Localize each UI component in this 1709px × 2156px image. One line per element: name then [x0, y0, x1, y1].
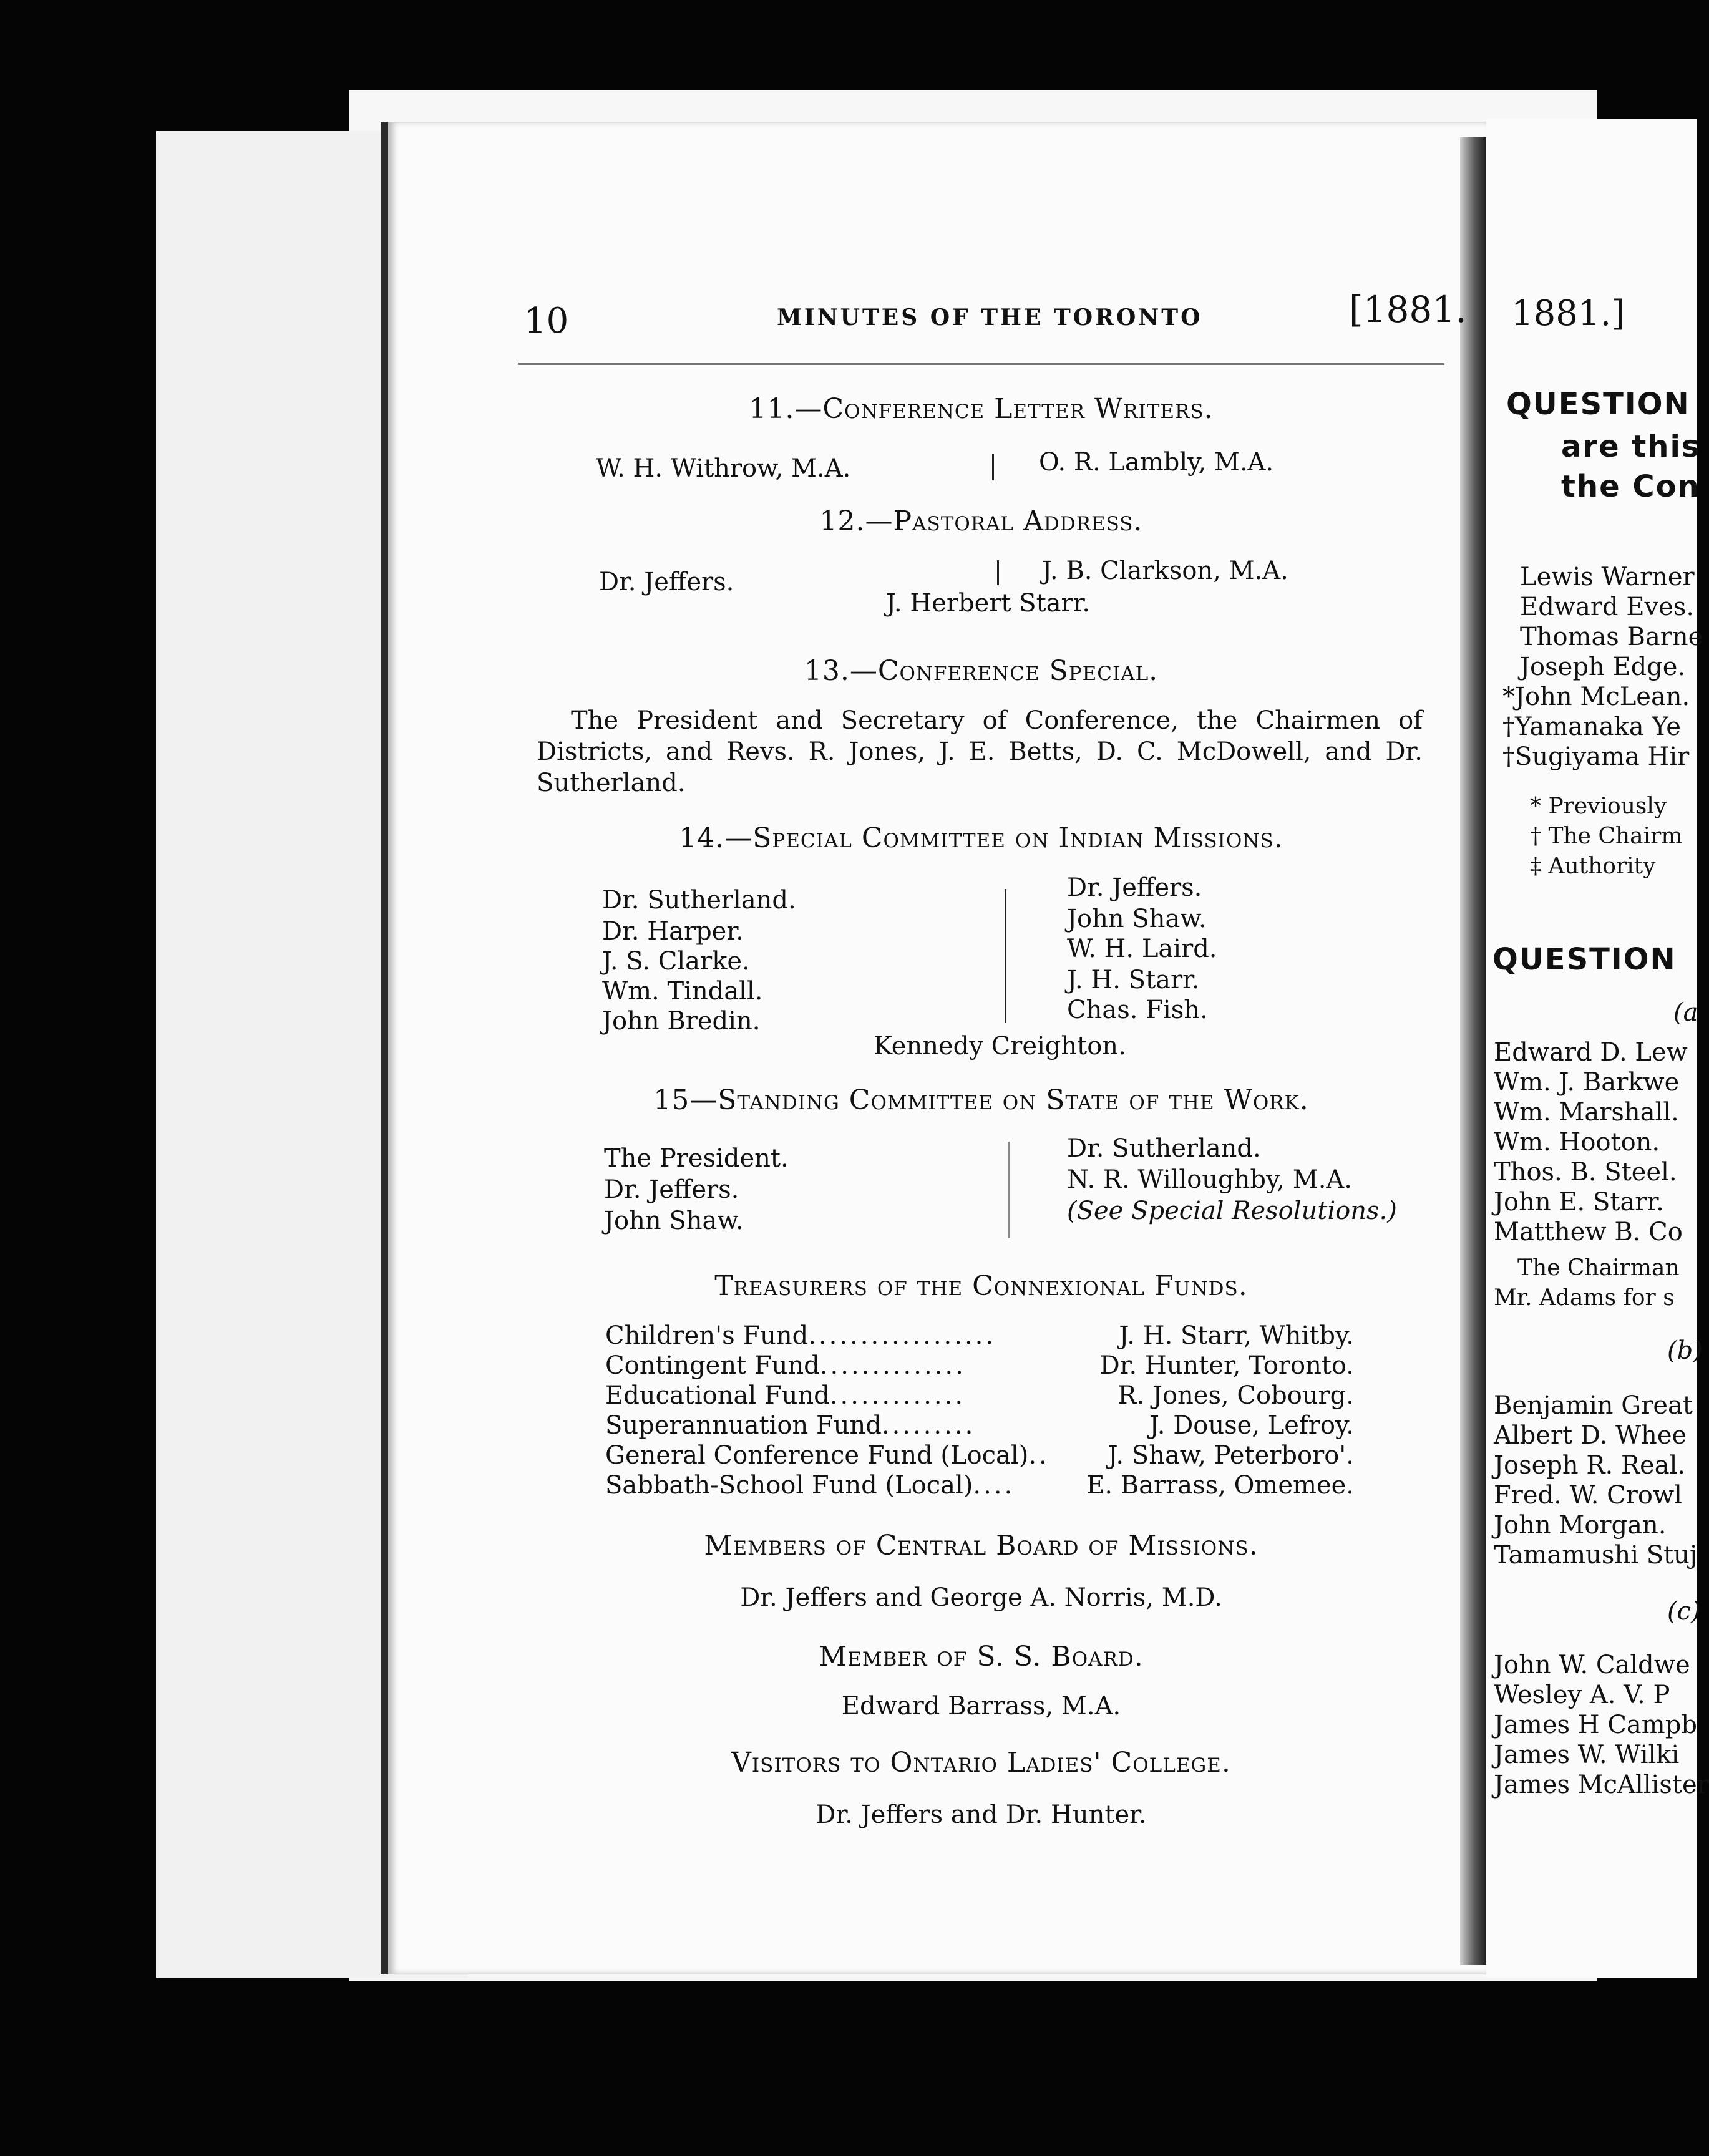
- s12-right-name: J. B. Clarkson, M.A.: [1042, 556, 1288, 585]
- s14-right-3: W. H. Laird.: [1067, 935, 1217, 963]
- fund-name: Sabbath-School Fund (Local): [605, 1471, 973, 1500]
- right-question-heading-1: QUESTION: [1506, 387, 1690, 422]
- right-name: Matthew B. Co: [1494, 1218, 1683, 1246]
- right-name: James W. Wilki: [1494, 1741, 1680, 1769]
- right-name: Thomas Barne: [1520, 623, 1703, 651]
- right-name: James McAllister: [1494, 1770, 1709, 1799]
- right-name: †Sugiyama Hir: [1502, 742, 1690, 771]
- s14-center-name: Kennedy Creighton.: [874, 1032, 1126, 1061]
- s14-right-2: John Shaw.: [1067, 905, 1207, 933]
- fund-leader-dots: ..............: [819, 1351, 966, 1380]
- fund-leader-dots: ....: [973, 1471, 1015, 1500]
- s14-left-5: John Bredin.: [602, 1007, 761, 1036]
- fund-treasurer: J. H. Starr, Whitby.: [1119, 1321, 1354, 1350]
- right-note: The Chairman: [1517, 1255, 1680, 1281]
- right-name: †Yamanaka Ye: [1502, 712, 1681, 741]
- right-name: Thos. B. Steel.: [1494, 1158, 1677, 1187]
- fund-leader-dots: .........: [881, 1411, 976, 1440]
- s14-left-1: Dr. Sutherland.: [602, 886, 796, 915]
- right-page: [1486, 119, 1709, 1978]
- fund-row: [605, 1441, 1354, 1470]
- right-note: Mr. Adams for s: [1494, 1285, 1675, 1311]
- fund-row: [605, 1381, 1354, 1410]
- page-number: 10: [524, 301, 569, 341]
- s14-divider: [1005, 889, 1006, 1023]
- right-name: Edward Eves.: [1520, 593, 1695, 621]
- running-head: MINUTES OF THE TORONTO: [777, 304, 1203, 331]
- s15-right-1: Dr. Sutherland.: [1067, 1134, 1261, 1163]
- s14-right-1: Dr. Jeffers.: [1067, 873, 1202, 902]
- fund-name: Children's Fund: [605, 1321, 809, 1350]
- right-name: John W. Caldwe: [1494, 1651, 1690, 1679]
- fund-leader-dots: .............: [829, 1381, 966, 1410]
- right-page-year: 1881.]: [1511, 293, 1625, 334]
- right-name: Wesley A. V. P: [1494, 1681, 1670, 1709]
- s12-center-name: J. Herbert Starr.: [886, 589, 1091, 618]
- s14-left-2: Dr. Harper.: [602, 917, 744, 946]
- right-name: Benjamin Great: [1494, 1391, 1693, 1420]
- s14-right-4: J. H. Starr.: [1067, 966, 1200, 994]
- right-name: Tamamushi Stuj: [1494, 1541, 1698, 1570]
- fund-name: Superannuation Fund: [605, 1411, 882, 1440]
- s14-left-3: J. S. Clarke.: [602, 947, 750, 976]
- right-name: Wm. Hooton.: [1494, 1128, 1660, 1157]
- treasurers-heading: Treasurers of the Connexional Funds.: [714, 1270, 1248, 1302]
- section-13-heading: 13.—Conference Special.: [804, 655, 1159, 687]
- right-name: Edward D. Lew: [1494, 1038, 1688, 1067]
- central-board-heading: Members of Central Board of Missions.: [704, 1530, 1259, 1561]
- fund-row: [605, 1351, 1354, 1380]
- right-subsection-c: (c): [1667, 1597, 1701, 1626]
- fund-row: [605, 1411, 1354, 1440]
- fund-name: Educational Fund: [605, 1381, 830, 1410]
- s13-paragraph: The President and Secretary of Conference, the Chairmen of Districts, and Revs. R. Jones, J. E. Betts, D. C. McDowell, and Dr. Sutherland.: [537, 706, 1423, 797]
- right-name: Wm. J. Barkwe: [1494, 1068, 1680, 1097]
- header-rule: [518, 363, 1444, 365]
- section-15-heading: 15—Standing Committee on State of the Work.: [653, 1084, 1309, 1116]
- s11-divider: [992, 454, 994, 480]
- right-question-heading-3: the Con: [1561, 469, 1700, 504]
- fund-row: [605, 1471, 1354, 1500]
- fund-row: [605, 1321, 1354, 1350]
- right-name: John Morgan.: [1494, 1511, 1667, 1540]
- right-name: Lewis Warner: [1520, 563, 1695, 591]
- fund-name: General Conference Fund (Local): [605, 1441, 1029, 1470]
- right-name: Joseph Edge.: [1520, 653, 1686, 681]
- fund-treasurer: J. Douse, Lefroy.: [1149, 1411, 1354, 1440]
- s15-right-2: N. R. Willoughby, M.A.: [1067, 1165, 1353, 1194]
- visitors-names: Dr. Jeffers and Dr. Hunter.: [816, 1800, 1147, 1829]
- s15-left-3: John Shaw.: [604, 1207, 744, 1235]
- right-question-heading-2: are this: [1561, 429, 1701, 464]
- section-14-heading: 14.—Special Committee on Indian Missions.: [679, 822, 1283, 854]
- fund-treasurer: E. Barrass, Omemee.: [1086, 1471, 1354, 1500]
- right-name: James H Campb: [1494, 1711, 1697, 1739]
- s15-right-3: (See Special Resolutions.): [1067, 1197, 1397, 1225]
- s15-left-2: Dr. Jeffers.: [604, 1175, 739, 1204]
- s14-right-5: Chas. Fish.: [1067, 996, 1208, 1024]
- fund-treasurer: Dr. Hunter, Toronto.: [1099, 1351, 1354, 1380]
- right-footnote: † The Chairm: [1530, 823, 1683, 849]
- section-11-heading: 11.—Conference Letter Writers.: [749, 393, 1214, 425]
- right-footnote: * Previously: [1530, 794, 1667, 819]
- s11-right-name: O. R. Lambly, M.A.: [1039, 448, 1274, 477]
- fund-leader-dots: ..................: [808, 1321, 996, 1350]
- right-name: Wm. Marshall.: [1494, 1098, 1679, 1127]
- central-board-names: Dr. Jeffers and George A. Norris, M.D.: [740, 1583, 1222, 1612]
- s12-left-name: Dr. Jeffers.: [599, 568, 734, 596]
- fund-treasurer: J. Shaw, Peterboro'.: [1108, 1441, 1354, 1470]
- right-subsection-b: (b): [1667, 1336, 1703, 1365]
- section-12-heading: 12.—Pastoral Address.: [819, 505, 1143, 537]
- right-footnote: ‡ Authority: [1530, 853, 1656, 879]
- ss-board-names: Edward Barrass, M.A.: [841, 1692, 1121, 1721]
- page-year: [1881.: [1349, 288, 1467, 331]
- visitors-heading: Visitors to Ontario Ladies' College.: [731, 1747, 1231, 1779]
- right-name: *John McLean.: [1502, 682, 1690, 711]
- right-subsection-a: (a: [1673, 998, 1698, 1027]
- s11-left-name: W. H. Withrow, M.A.: [596, 454, 851, 483]
- right-question-heading-4: QUESTION: [1492, 942, 1677, 977]
- s15-divider: [1008, 1142, 1010, 1238]
- s12-divider: [997, 560, 999, 585]
- s14-left-4: Wm. Tindall.: [602, 977, 763, 1006]
- right-name: Albert D. Whee: [1494, 1421, 1687, 1450]
- book-gutter: [1460, 137, 1486, 1965]
- fund-name: Contingent Fund: [605, 1351, 820, 1380]
- right-name: John E. Starr.: [1494, 1188, 1664, 1216]
- ss-board-heading: Member of S. S. Board.: [819, 1641, 1144, 1673]
- right-name: Fred. W. Crowl: [1494, 1481, 1682, 1510]
- right-name: Joseph R. Real.: [1494, 1451, 1686, 1480]
- fund-leader-dots: ..: [1028, 1441, 1049, 1470]
- fund-treasurer: R. Jones, Cobourg.: [1117, 1381, 1354, 1410]
- s15-left-1: The President.: [604, 1144, 789, 1173]
